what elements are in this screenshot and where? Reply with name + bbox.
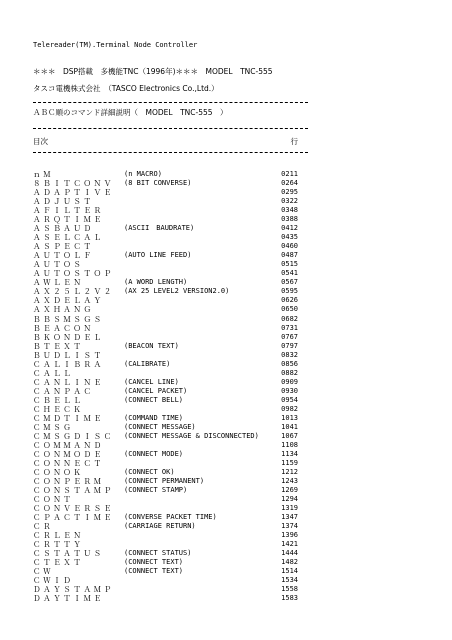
command-name: ＣＯＮＭＯＤＥ [33, 449, 104, 459]
command-name: ＡＵＴＯＳ [33, 260, 84, 270]
command-name: ＣＯＭＭＡＮＤ [33, 440, 104, 450]
toc-row [33, 242, 298, 251]
line-number: 0882 [281, 368, 298, 377]
line-number: 0954 [281, 395, 298, 404]
toc-row [33, 206, 298, 215]
command-name: ＡＤＪＵＳＴ [33, 197, 94, 207]
toc-row [33, 170, 298, 179]
line-number: 0626 [281, 296, 298, 305]
toc-row [33, 522, 298, 531]
toc-row [33, 333, 298, 342]
line-number: 1396 [281, 531, 298, 540]
toc-row [33, 441, 298, 450]
page-column-label: 行 [290, 137, 298, 146]
toc-row [33, 215, 298, 224]
toc-row [33, 369, 298, 378]
command-name: ｎＭ [33, 170, 54, 179]
command-description: (8 BIT CONVERSE) [124, 179, 192, 187]
command-description: (AX 25 LEVEL2 VERSION2.0) [124, 287, 230, 296]
toc-row [33, 396, 298, 405]
command-name: ＣＢＥＬＬ [33, 395, 84, 405]
line-number: 1159 [281, 459, 298, 467]
command-name: ＣＨＥＣＫ [33, 404, 84, 414]
line-number: 1347 [281, 513, 298, 522]
toc-row [33, 504, 298, 513]
line-number: 1013 [281, 413, 298, 422]
toc-row [33, 278, 298, 287]
command-name: ＡＸＤＥＬＡＹ [33, 296, 104, 306]
command-description: (CARRIAGE RETURN) [124, 522, 196, 531]
line-number: 0567 [281, 278, 298, 287]
command-description: (COMMAND TIME) [124, 413, 184, 422]
line-number: 0211 [281, 170, 298, 178]
toc-row [33, 468, 298, 477]
command-description: (CANCEL PACKET) [124, 386, 188, 395]
line-number: 1558 [281, 585, 298, 594]
command-name: ＡＵＴＯＬＦ [33, 251, 94, 261]
command-name: ＣＲ [33, 522, 54, 532]
toc-row [33, 567, 298, 576]
line-number: 0412 [281, 224, 298, 233]
command-description: (AUTO LINE FEED) [124, 251, 192, 260]
toc-row [33, 432, 298, 441]
command-description: (CONNECT PERMANENT) [124, 477, 205, 485]
line-number: 1421 [281, 540, 298, 549]
line-number: 1067 [281, 431, 298, 440]
command-name: ＡＳＰＥＣＴ [33, 242, 94, 252]
toc-row [33, 486, 298, 495]
command-name: ＣＷ [33, 567, 54, 577]
command-name: ＣＭＤＴＩＭＥ [33, 413, 104, 423]
toc-row [33, 224, 298, 233]
line-number: 0797 [281, 341, 298, 350]
toc-row [33, 459, 298, 468]
toc-row [33, 296, 298, 305]
command-name: ＤＡＹＳＴＡＭＰ [33, 585, 114, 595]
command-name: ＣＡＮＰＡＣ [33, 386, 94, 396]
command-name: ＣＯＮＮＥＣＴ [33, 459, 104, 468]
toc-row [33, 360, 298, 369]
line-number: 1108 [281, 440, 298, 449]
command-name: ＣＲＬＥＮ [33, 531, 84, 541]
company-name: タスコ電機株式会社 （TASCO Electronics Co.,Ltd.） [33, 84, 219, 93]
command-name: ＡＳＥＬＣＡＬ [33, 233, 104, 243]
command-description: (CONNECT BELL) [124, 395, 184, 404]
line-number: 0264 [281, 179, 298, 187]
command-name: ＣＡＮＬＩＮＥ [33, 377, 104, 387]
line-number: 0388 [281, 215, 298, 224]
command-description: (CONVERSE PACKET TIME) [124, 513, 217, 522]
toc-header [33, 137, 298, 146]
toc-row [33, 315, 298, 324]
command-description: (BEACON TEXT) [124, 341, 179, 350]
command-name: ＣＯＮＳＴＡＭＰ [33, 486, 114, 495]
dashed-divider [33, 152, 308, 153]
command-name: ＣＡＬＩＢＲＡ [33, 359, 104, 369]
line-number: 0930 [281, 386, 298, 395]
command-name: ＣＰＡＣＴＩＭＥ [33, 513, 114, 523]
line-number: 0295 [281, 188, 298, 197]
line-number: 0322 [281, 197, 298, 206]
command-name: ＡＸＨＡＮＧ [33, 305, 94, 315]
toc-row [33, 324, 298, 333]
line-number: 1243 [281, 477, 298, 485]
section-title: ＡＢＣ順のコマンド詳細説明（ MODEL TNC-555 ） [33, 108, 228, 117]
command-description: (CONNECT MESSAGE) [124, 422, 196, 431]
toc-row [33, 387, 298, 396]
line-number: 1583 [281, 594, 298, 603]
line-number: 0515 [281, 260, 298, 269]
line-number: 0650 [281, 305, 298, 314]
toc-row [33, 495, 298, 504]
command-name: ＣＴＥＸＴ [33, 558, 84, 568]
line-number: 1212 [281, 468, 298, 476]
line-number: 0731 [281, 323, 298, 332]
dashed-divider [33, 102, 308, 103]
command-description: (CONNECT MESSAGE & DISCONNECTED) [124, 431, 259, 440]
toc-row [33, 513, 298, 522]
toc-row [33, 423, 298, 432]
document-title: Telereader(TM).Terminal Node Controller [33, 41, 198, 49]
command-description: (n MACRO) [124, 170, 162, 178]
model-line: ＊＊＊ DSP搭載 多機能TNC（1996年)＊＊＊ MODEL TNC-555 [33, 67, 273, 76]
line-number: 0767 [281, 332, 298, 341]
command-description: (CONNECT OK) [124, 468, 175, 476]
line-number: 0487 [281, 251, 298, 260]
command-description: (CONNECT STATUS) [124, 549, 192, 558]
command-name: ＢＴＥＸＴ [33, 341, 84, 351]
line-number: 0832 [281, 350, 298, 359]
command-description: (CALIBRATE) [124, 359, 171, 368]
command-name: ＢＫＯＮＤＥＬ [33, 332, 104, 342]
command-name: ＣＳＴＡＴＵＳ [33, 549, 104, 559]
line-number: 0856 [281, 359, 298, 368]
command-name: ＣＯＮＶＥＲＳＥ [33, 504, 114, 514]
command-name: ＢＢＳＭＳＧＳ [33, 314, 104, 324]
toc-label: 目次 [33, 137, 48, 146]
line-number: 0460 [281, 242, 298, 251]
line-number: 0595 [281, 287, 298, 296]
toc-row [33, 585, 298, 594]
toc-row [33, 477, 298, 486]
line-number: 0909 [281, 377, 298, 386]
command-name: ＣＭＳＧ [33, 422, 74, 432]
dashed-divider [33, 128, 308, 129]
line-number: 1041 [281, 422, 298, 431]
command-name: ＣＡＬＬ [33, 368, 74, 378]
command-description: (CONNECT TEXT) [124, 558, 184, 567]
command-name: ＢＵＤＬＩＳＴ [33, 350, 104, 360]
toc-row [33, 378, 298, 387]
command-name: ＣＷＩＤ [33, 576, 74, 586]
line-number: 0541 [281, 269, 298, 278]
command-name: ＢＥＡＣＯＮ [33, 323, 94, 333]
toc-row [33, 342, 298, 351]
line-number: 1294 [281, 495, 298, 504]
toc-row [33, 305, 298, 314]
line-number: 1374 [281, 522, 298, 531]
command-name: ＡＲＱＴＩＭＥ [33, 215, 104, 225]
line-number: 0982 [281, 404, 298, 413]
toc-row [33, 188, 298, 197]
command-name: ８ＢＩＴＣＯＮＶ [33, 179, 114, 188]
toc-row [33, 549, 298, 558]
command-name: ＡＷＬＥＮ [33, 278, 84, 288]
command-description: (CONNECT MODE) [124, 449, 184, 458]
line-number: 1134 [281, 449, 298, 458]
toc-row [33, 405, 298, 414]
toc-row [33, 260, 298, 269]
command-name: ＣＯＮＴ [33, 495, 74, 505]
toc-row [33, 269, 298, 278]
command-description: (CANCEL LINE) [124, 377, 179, 386]
line-number: 0348 [281, 206, 298, 215]
toc-row [33, 576, 298, 585]
line-number: 1444 [281, 549, 298, 558]
toc-row [33, 351, 298, 360]
toc-row [33, 251, 298, 260]
command-name: ＡＳＢＡＵＤ [33, 224, 94, 234]
toc-row [33, 233, 298, 242]
command-description: (A WORD LENGTH) [124, 278, 188, 287]
command-description: (CONNECT STAMP) [124, 486, 188, 494]
toc-row [33, 531, 298, 540]
command-name: ＡＤＡＰＴＩＶＥ [33, 188, 114, 198]
toc-row [33, 558, 298, 567]
toc-row [33, 540, 298, 549]
command-name: ＡＦＩＬＴＥＲ [33, 206, 104, 216]
toc-row [33, 179, 298, 188]
line-number: 1319 [281, 504, 298, 513]
line-number: 0435 [281, 233, 298, 242]
command-name: ＣＭＳＧＤＩＳＣ [33, 431, 114, 441]
toc-row [33, 414, 298, 423]
command-name: ＣＯＮＰＥＲＭ [33, 477, 104, 486]
line-number: 1269 [281, 486, 298, 494]
command-description: (ASCII BAUDRATE) [124, 224, 195, 233]
toc-row [33, 197, 298, 206]
line-number: 0682 [281, 314, 298, 323]
line-number: 1482 [281, 558, 298, 567]
command-description: (CONNECT TEXT) [124, 567, 184, 576]
line-number: 1534 [281, 576, 298, 585]
command-name: ＡＸ２５Ｌ２Ｖ２ [33, 287, 114, 297]
command-name: ＡＵＴＯＳＴＯＰ [33, 269, 114, 279]
toc-row [33, 594, 298, 603]
command-name: ＣＯＮＯＫ [33, 468, 84, 477]
toc-row [33, 450, 298, 459]
line-number: 1514 [281, 567, 298, 576]
command-name: ＤＡＹＴＩＭＥ [33, 594, 104, 604]
command-name: ＣＲＴＴＹ [33, 540, 84, 550]
toc-row [33, 287, 298, 296]
